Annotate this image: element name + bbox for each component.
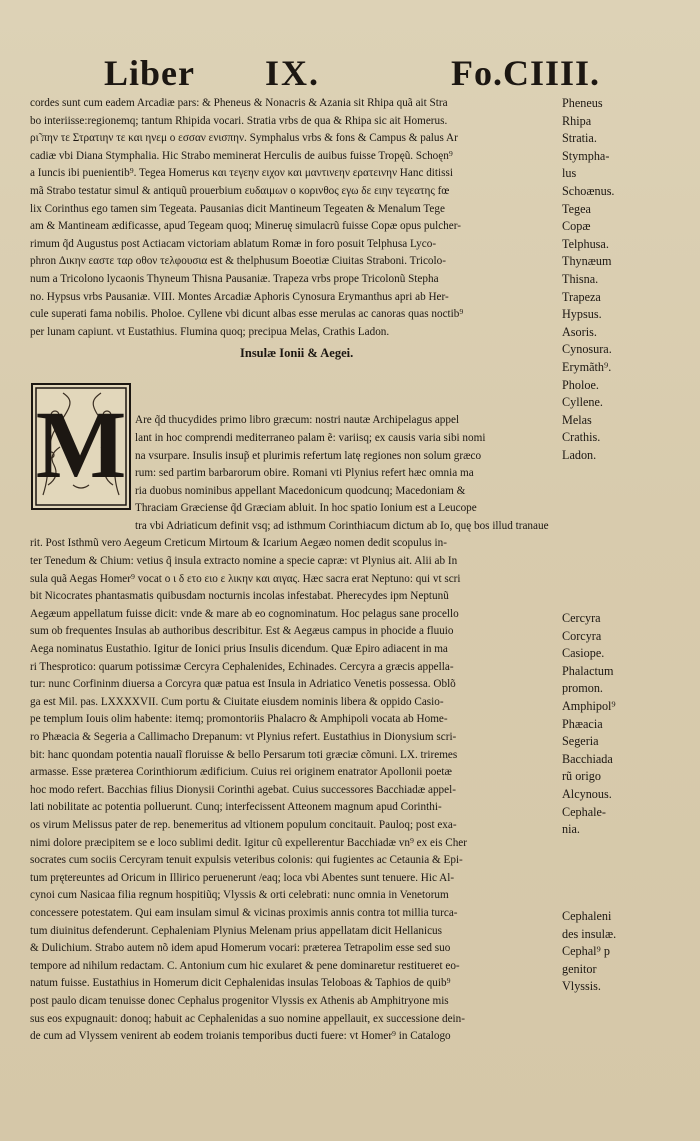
margin-note: Erymãth⁹.: [562, 359, 612, 374]
margin-note: Trapeza: [562, 289, 601, 304]
margin-note: Melas: [562, 412, 592, 427]
margin-note: Cephal⁹ p: [562, 944, 610, 959]
header-folio-number: Fo.CIIII.: [450, 53, 600, 93]
margin-note: Tegea: [562, 201, 591, 216]
margin-note: Telphusa.: [562, 236, 609, 251]
text-line: os virum Melissus pater de rep. benemeritus ad vltionem populum concitauit. Pauloq; post exa-: [30, 818, 457, 831]
text-line: phron Δικην εαστε ταρ οθον τελφουσια est & thelphusum Boeotiæ Ciuitas Straboni. Tricolo-: [30, 255, 446, 268]
text-line: tempore ad nihilum redactam. C. Antonium cum hic exularet & pene dominaretur restitueret eo-: [30, 959, 460, 972]
margin-note: Segeria: [562, 734, 599, 749]
margin-note: Cephaleni: [562, 909, 612, 923]
text-line: am & Mantineam ædificasse, apud Tegeam quoq; Mineruę simulacrũ fuisse Copæ opus pulcher-: [30, 220, 461, 233]
text-line: per lunam capiunt. vt Eustathius. Flumina quoq; precipua Melas, Crathis Ladon.: [30, 325, 390, 338]
text-line: ρι̃ πην τε Στρατιην τε και ηνεμ ο εσσαν ενισπην. Symphalus vrbs & fons & Campus & palus Ar: [30, 132, 458, 145]
margin-note: Phæacia: [562, 716, 603, 731]
text-line: pe templum Iouis olim habente: itemq; promontoriis Phalacro & Amphipoli vocata ab Home-: [30, 713, 448, 726]
margin-note: Alcynous.: [562, 786, 612, 801]
text-line: armasse. Esse præterea Corinthiorum ædificium. Cuius rei originem enatrator Apollonii poetæ: [30, 766, 452, 779]
main-text-block: [30, 95, 556, 1046]
text-line: tra vbi Adriaticum definit vsq; ad isthmum Corinthiacum dictum ab Io, quę bos illud tranaue: [135, 519, 549, 532]
text-line: post paulo dicam tenuisse donec Cephalus progenitor Vlyssis ex Athenis ab Amphitryone mis: [30, 994, 449, 1007]
text-line: Aega nominatus Eustathio. Igitur de Ionici prius Insulis dicendum. Quæ Epiro adiacent in ma: [30, 643, 448, 656]
decorated-initial-artwork: [33, 385, 129, 508]
text-line: a Iuncis ibi puenientib⁹. Tegea Homerus και τεγεην ειχον και μαντινεην ερατεινην Hanc ditissi: [30, 167, 453, 180]
text-line: cordes sunt cum eadem Arcadiæ pars: & Pheneus & Nonacris & Azania sit Rhipa quã ait Stra: [30, 97, 448, 109]
margin-note: nia.: [562, 822, 580, 837]
margin-notes-top: [562, 95, 682, 464]
text-line: num a Tricolono lycaonis Thyneum Thisna Pausaniæ. Trapeza vrbs prope Tricolonũ Stepha: [30, 272, 439, 285]
header-book-label: Liber: [104, 53, 195, 93]
text-line: tur: nunc Corfininm diuersa a Corcyra quæ patua est Insula in Adriatico Venetis possessa. Oblõ: [30, 678, 456, 691]
text-line: tum prętereuntes ad Oricum in Illirico peruenerunt /eaq; loca vbi Abentes sunt tenuere. Hic Al-: [30, 871, 455, 884]
margin-note: Schoænus.: [562, 183, 615, 198]
decorated-initial: [31, 383, 131, 510]
text-line: hoc modo refert. Bacchias filius Dionysii Corinthi agebat. Cuius successores Bacchiadæ appel-: [30, 783, 456, 796]
text-line: de cum ad Vlyssem venirent ab eodem troianis temporibus ducti fuere: vt Homer⁹ in Catalogo: [30, 1030, 451, 1043]
text-line: socrates cum sociis Cercyram tenuit expulsis veteribus colonis: qui fugientes ac Cetaunia & Epi-: [30, 854, 463, 867]
text-line: mã Strabo testatur simul & antiquũ prouerbium ευδαιμων ο κορινθος εγω δε ειην τεγεατης fœ: [30, 184, 450, 197]
margin-note: Cynosura.: [562, 342, 612, 357]
text-line: & Dulichium. Strabo autem nõ idem apud Homerum vocari: præterea Tetrapolim esse sed suo: [30, 942, 451, 955]
text-line: rum: sed partim barbarorum obire. Romani vti Plynius refert hæc omnia ma: [135, 467, 474, 480]
header-book-number: IX.: [265, 53, 321, 93]
initial-letter: M: [35, 391, 127, 498]
margin-note: des insulæ.: [562, 926, 617, 941]
text-line: cynoi cum Nasicaa filia regnum hospitiũq; Vlyssis & orti celebrati: nunc omnia in Venetorum: [30, 889, 449, 902]
text-line: tum diuinitus defenderunt. Cephaleniam Plynius Melenam prius appellatam dicit Hellanicus: [30, 924, 442, 937]
section-subheading: Insulæ Ionii & Aegei.: [240, 346, 354, 360]
margin-note: Pheneus: [562, 96, 603, 110]
margin-note: Casiope.: [562, 646, 605, 661]
margin-note: promon.: [562, 681, 603, 696]
text-line: bit: hanc quondam potentia naualĩ floruisse & bello Persarum toti græciæ cõmuni. LX. triremes: [30, 748, 458, 761]
text-line: nimi dolore præcipitem se e loco sublimi dedit. Igitur cũ expellerentur Bacchiadæ vn⁹ ex eis Cher: [30, 836, 467, 849]
margin-note: Stympha-: [562, 148, 610, 163]
margin-note: Stratia.: [562, 131, 597, 146]
text-line: sus eos expugnauit: donoq; habuit ac Cephalenidas a suo nomine appellauit, ex successione dein-: [30, 1012, 465, 1025]
margin-notes-middle: [562, 610, 682, 839]
margin-note: Asoris.: [562, 324, 597, 339]
text-line: concessere potestatem. Qui eam insulam simul & vicinas proximis annis contra tot millia turca-: [30, 906, 458, 919]
text-line: lant in hoc comprendi mediterraneo palam ẽ: variisq; ex causis varia sibi nomi: [135, 431, 486, 444]
text-line: sum ob frequentes Insulas ab authoribus describitur. Est & Aegæus campus in phocide a fluuio: [30, 625, 454, 638]
margin-note: Cercyra: [562, 611, 601, 625]
margin-note: Copæ: [562, 219, 591, 234]
text-line: Aegæum appellatum fuisse dicit: vnde & mare ab eo cognominatum. Hoc pelagus sane procello: [30, 607, 459, 620]
margin-note: Pholoe.: [562, 377, 599, 392]
margin-note: Ladon.: [562, 447, 597, 462]
margin-note: Cyllene.: [562, 395, 603, 410]
text-line: lati nobilitate ac potentia polluerunt. Cunq; interfecissent Atteonem magnum apud Corinthi-: [30, 801, 442, 814]
margin-note: Cephale-: [562, 804, 606, 819]
text-line: natum fuisse. Eustathius in Homerum dicit Cephalenidas insulas Teloboas & Taphios de quib⁹: [30, 977, 451, 990]
margin-note: Crathis.: [562, 430, 601, 445]
text-line: cule superati fama nobilis. Pholoe. Cyllene vbi dicunt albas esse merulas ac canoras quas noctib⁹: [30, 308, 464, 321]
text-line: cadiæ vbi Diana Stymphalia. Hic Strabo meminerat Herculis de auibus fuisse Tropęũ. Schoęn⁹: [30, 149, 453, 162]
text-line: ri Thesprotico: quarum potissimæ Cercyra Cephalenides, Echinades. Cercyra a græcis appella-: [30, 660, 454, 673]
margin-note: Phalactum: [562, 663, 614, 678]
text-line: bo interiisse:regionemq; tantum Rhipida vocari. Stratia vrbs de qua & Rhipa sic ait Homerus.: [30, 114, 448, 127]
running-header: [100, 50, 600, 98]
text-line: Thraciam Græciense q̃d Græciam abluit. In hoc spatio Ionium est a Leucope: [135, 502, 477, 515]
margin-note: Corcyra: [562, 628, 602, 643]
margin-note: Thynæum: [562, 254, 612, 269]
text-line: sula quã Aegas Homer⁹ vocat ο ι δ ετο ειο ε λικην και αιγας. Hæc sacra erat Neptuno: qui vt scri: [30, 572, 461, 585]
margin-note: Hypsus.: [562, 307, 602, 322]
margin-note: Vlyssis.: [562, 979, 601, 994]
margin-note: Thisna.: [562, 271, 599, 286]
margin-note: rũ origo: [562, 769, 601, 784]
margin-note: Bacchiada: [562, 751, 613, 766]
text-line: ter Tenedum & Chium: vetius q̃ insula extracto nomine a specie capræ: vt Plynius ait. Alii ab In: [30, 555, 458, 568]
text-line: ria duobus nominibus appellant Macedonicum quodcunq; Macedoniam &: [135, 484, 466, 497]
text-line: rit. Post Isthmũ vero Aegeum Creticum Mirtoum & Icarium Aegæo nomen dedit scopulus in-: [30, 537, 447, 550]
margin-notes-bottom: [562, 908, 682, 996]
text-line: rimum q̃d Augustus post Actiacam victoriam ablatum Romæ in foro posuit Telphusa Lyco-: [30, 237, 437, 250]
margin-note: Amphipol⁹: [562, 698, 616, 713]
text-line: no. Hypsus vrbs Pausaniæ. VIII. Montes Arcadiæ Aphoris Cynosura Erymanthus apri ab Her-: [30, 290, 449, 303]
margin-note: genitor: [562, 961, 597, 976]
margin-note: Rhipa: [562, 113, 592, 128]
body-text-top: [30, 95, 556, 341]
text-line: ro Phæacia & Segeria a Callimacho Drepanum: vt Plynius refert. Eustathius in Dionysium scri-: [30, 731, 457, 743]
text-line: bit Nicocrates phantasmatis quibusdam nocturnis incolas infestabat. Pherecydes ipm Neptunũ: [30, 590, 449, 603]
text-line: ga est Mil. pas. LXXXXVII. Cum portu & Ciuitate eiusdem nominis libera & oppido Casio-: [30, 695, 444, 708]
text-line: lix Corinthus ego tamen sim Tegeata. Pausanias dicit Mantineum Tegeaten & Menalum Tege: [30, 202, 445, 215]
text-line: Are q̃d thucydides primo libro græcum: nostri nautæ Archipelagus appel: [135, 414, 460, 427]
margin-note: lus: [562, 166, 577, 181]
text-line: na vsurpare. Insulis insup̃ et plurimis refertum latę regiones non solum græco: [135, 449, 482, 462]
